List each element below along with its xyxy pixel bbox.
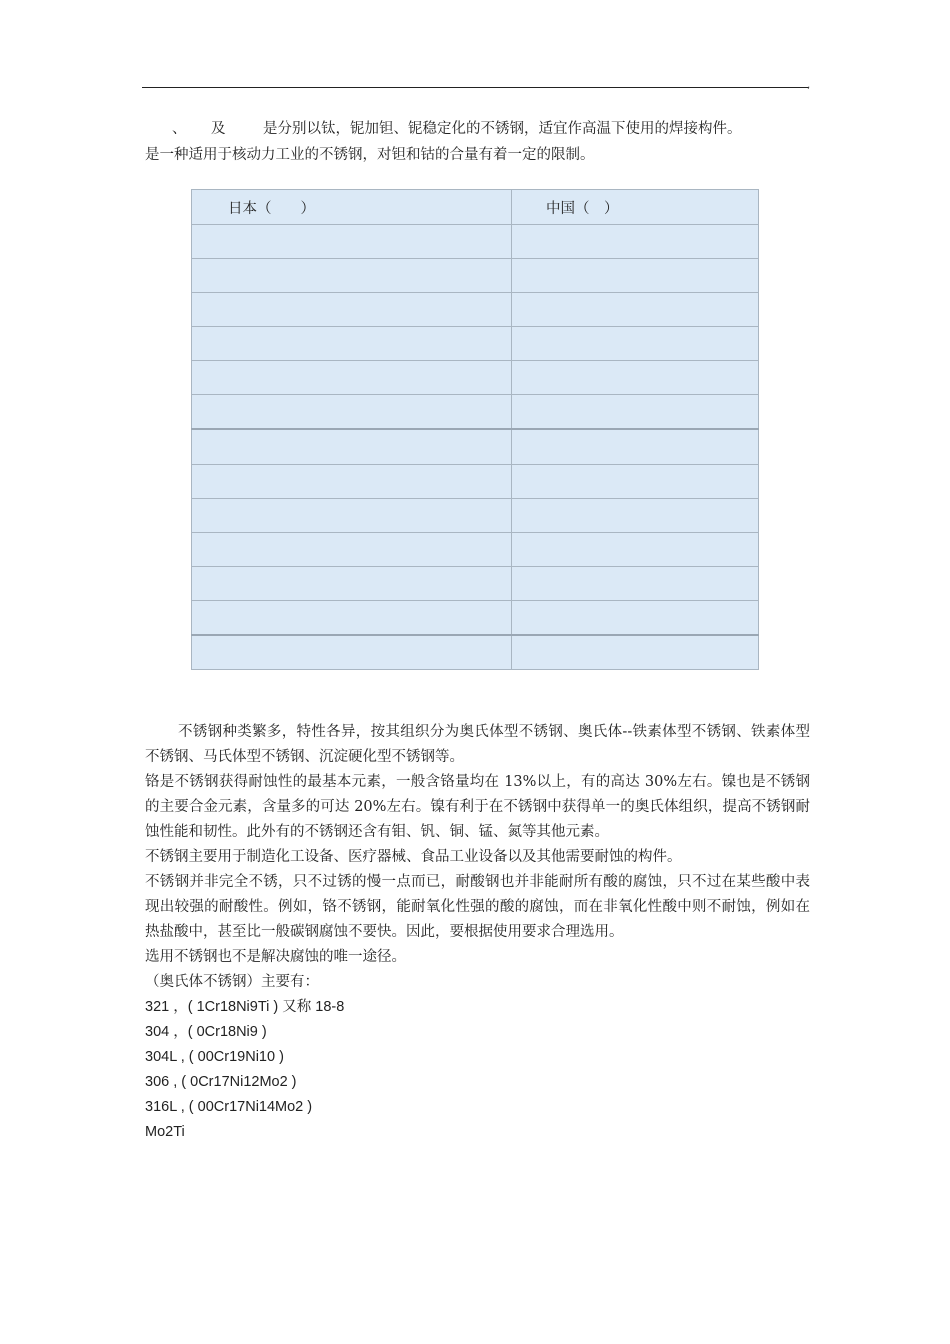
table-cell — [512, 429, 759, 464]
table-cell — [192, 361, 512, 395]
table-row — [192, 498, 759, 532]
table-row — [192, 464, 759, 498]
table-cell — [512, 327, 759, 361]
table-cell — [512, 395, 759, 430]
table-cell — [192, 464, 512, 498]
header-japan: 日本（ ） — [192, 190, 512, 225]
intro-line-1 — [145, 119, 810, 139]
table-row — [192, 293, 759, 327]
table-row — [192, 225, 759, 259]
table-cell — [192, 566, 512, 600]
table-cell — [512, 259, 759, 293]
table-row — [192, 395, 759, 430]
table-cell — [192, 635, 512, 670]
grade-item: 306 , ( 0Cr17Ni12Mo2 ) — [145, 1074, 297, 1090]
table-cell — [192, 327, 512, 361]
table-header-row — [192, 190, 759, 225]
header-mark: , — [807, 80, 811, 91]
table-cell — [192, 429, 512, 464]
table-row — [192, 600, 759, 635]
table-cell — [192, 259, 512, 293]
table-cell — [192, 532, 512, 566]
header-rule — [142, 87, 809, 88]
table-cell — [512, 635, 759, 670]
paragraph-corrosion: 不锈钢并非完全不锈，只不过锈的慢一点而已，耐酸钢也并非能耐所有酸的腐蚀，只不过在某些酸中表现出较强的耐酸性。例如，铬不锈钢，能耐氧化性强的酸的腐蚀，而在非氧化性酸中则不耐蚀，例如在热盐酸中，甚至比一般碳钢腐蚀不要快。因此，要根据使用要求合理选用。 — [145, 874, 810, 940]
table-row — [192, 361, 759, 395]
intro-and: 及 — [211, 121, 226, 137]
grade-item: 316L , ( 00Cr17Ni14Mo2 ) — [145, 1099, 313, 1115]
table-cell — [192, 498, 512, 532]
table-cell — [512, 566, 759, 600]
table-cell — [192, 395, 512, 430]
table-row — [192, 429, 759, 464]
paragraph-elements: 铬是不锈钢获得耐蚀性的最基本元素，一般含铬量均在 13%以上，有的高达 30%左右。镍也是不锈钢的主要合金元素，含量多的可达 20%左右。镍有利于在不锈钢中获得单一的奥氏体组织，提高不锈钢耐蚀性能和韧性。此外有的不锈钢还含有钼、钒、铜、锰、氮等其他元素。 — [145, 774, 810, 840]
table-cell — [192, 293, 512, 327]
body-text — [145, 720, 810, 1145]
table-cell — [512, 361, 759, 395]
paragraph-austenitic: （奥氏体不锈钢）主要有： — [145, 974, 319, 990]
table-cell — [512, 225, 759, 259]
table-row — [192, 532, 759, 566]
table-row — [192, 259, 759, 293]
grade-item: 321 ，( 1Cr18Ni9Ti ) 又称 18-8 — [145, 999, 345, 1015]
table-cell — [512, 464, 759, 498]
table-row — [192, 566, 759, 600]
table-row — [192, 327, 759, 361]
intro-separator: 、 — [172, 121, 187, 137]
grade-comparison-table — [191, 189, 759, 670]
table-cell — [512, 600, 759, 635]
table-cell — [512, 532, 759, 566]
table-row — [192, 635, 759, 670]
table-cell — [192, 600, 512, 635]
paragraph-types: 不锈钢种类繁多，特性各异，按其组织分为奥氏体型不锈钢、奥氏体--铁素体型不锈钢、铁素体型不锈钢、马氏体型不锈钢、沉淀硬化型不锈钢等。 — [145, 724, 810, 765]
table-cell — [512, 293, 759, 327]
paragraph-uses: 不锈钢主要用于制造化工设备、医疗器械、食品工业设备以及其他需要耐蚀的构件。 — [145, 849, 682, 865]
grade-item: 304L , ( 00Cr19Ni10 ) — [145, 1049, 284, 1065]
grade-item: Mo2Ti — [145, 1124, 185, 1140]
grade-item: 304 ，( 0Cr18Ni9 ) — [145, 1024, 267, 1040]
intro-line-2: 是一种适用于核动力工业的不锈钢，对钽和钴的合量有着一定的限制。 — [145, 147, 595, 163]
header-china: 中国（ ） — [512, 190, 759, 225]
intro-text: 是分别以钛，铌加钽、铌稳定化的不锈钢，适宜作高温下使用的焊接构件。 — [263, 121, 742, 137]
table-cell — [512, 498, 759, 532]
table-cell — [192, 225, 512, 259]
paragraph-note: 选用不锈钢也不是解决腐蚀的唯一途径。 — [145, 949, 406, 965]
